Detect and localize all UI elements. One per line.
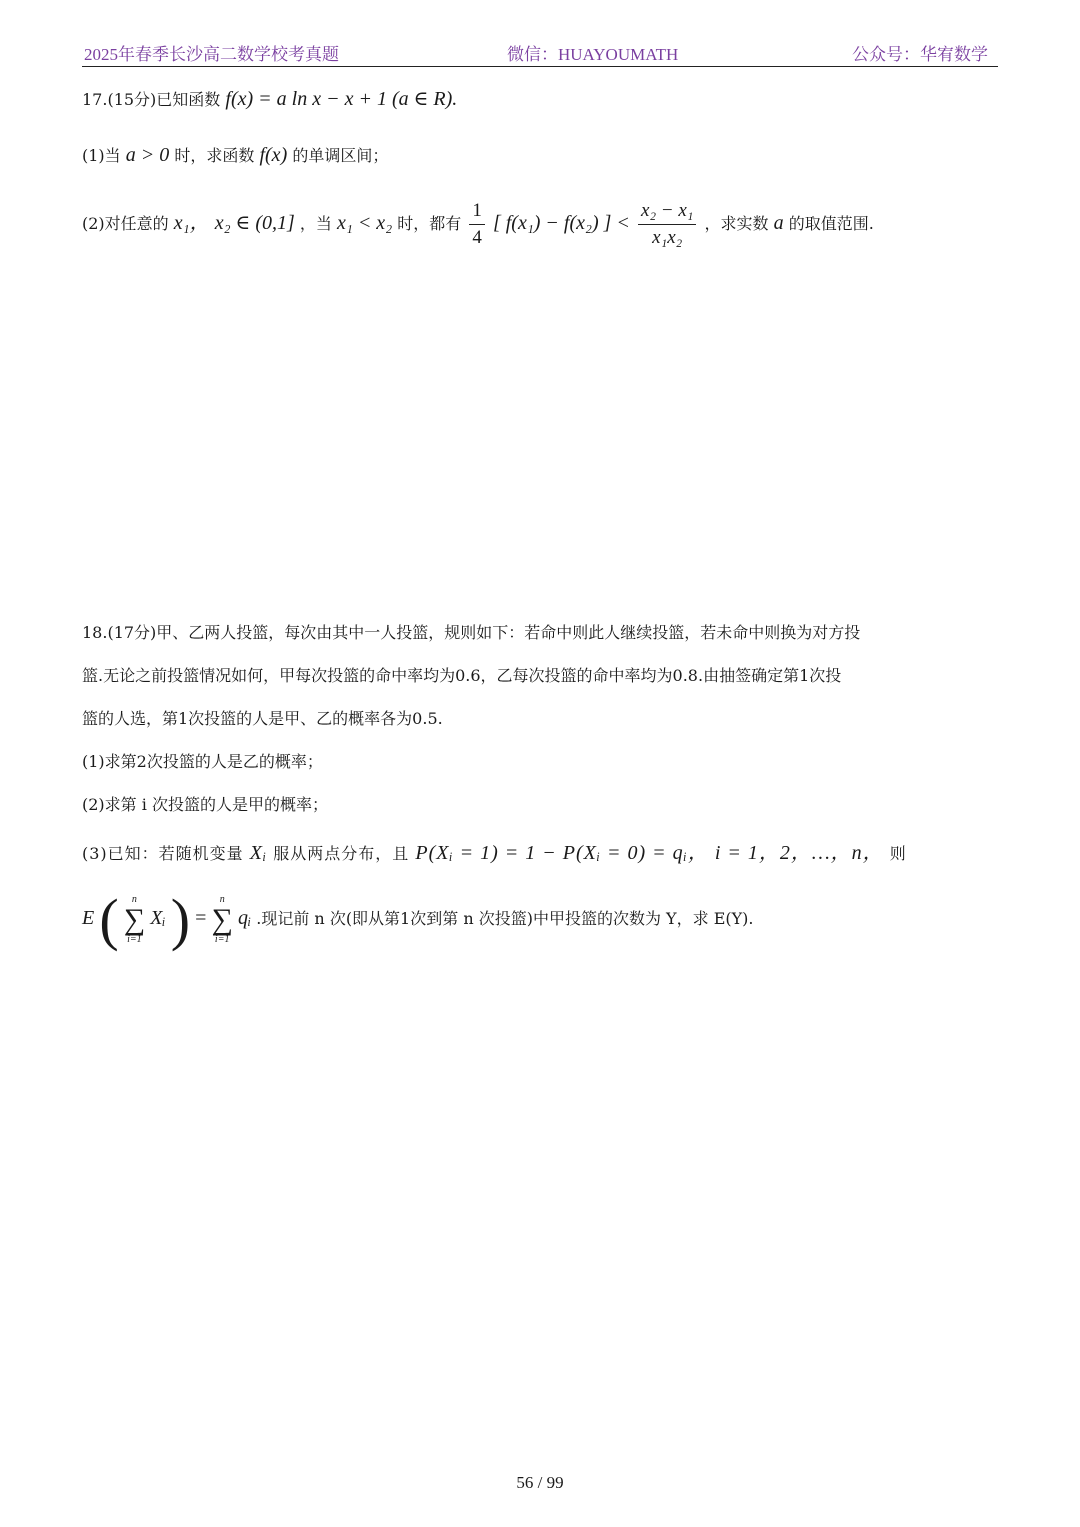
q18-part3-formula: P(Xᵢ = 1) = 1 − P(Xᵢ = 0) = qᵢ， i = 1，2，…，n， [415,842,884,864]
page-header [82,36,998,67]
q17-part2-var: a [773,212,784,234]
q18-part3-then: 则 [889,844,907,863]
q17-part1-mid: 时，求函数 [174,146,255,165]
sum-upper: n [131,893,137,905]
sigma-symbol: ∑ [211,902,233,936]
q17-part1-function: f(x) [259,144,288,166]
q17-part2-domain: x₂ ∈ (0,1] [214,212,295,234]
q17-part2 [82,200,874,249]
fraction-numerator: x₂ − x₁ [638,200,696,225]
q18-part3-variable: Xᵢ [249,842,268,864]
sum-term-X: Xᵢ [150,907,166,929]
sigma-symbol: ∑ [123,902,146,936]
header-account: 公众号：华宥数学 [852,45,988,64]
fraction-numerator: 1 [469,200,485,225]
q17-part2-find: ，求实数 [704,214,769,233]
q17-part2-always: 时，都有 [397,214,462,233]
q18-part3-prefix: (3)已知：若随机变量 [82,844,244,863]
q17-part2-prefix: (2)对任意的 [82,214,169,233]
expectation-E: E [82,907,95,929]
q17-part1-prefix: (1)当 [82,146,121,165]
header-wechat: 微信：HUAYOUMATH [507,45,679,64]
q17-part2-when: ，当 [299,214,332,233]
left-paren: ( [99,887,119,952]
q17-part1-suffix: 的单调区间； [292,146,389,165]
sum-sigma-left [124,895,145,945]
sum-lower: i=1 [214,933,230,945]
fraction-denominator: x₁x₂ [652,227,683,248]
q18-stem-line2: 篮.无论之前投篮情况如何，甲每次投篮的命中率均为0.6，乙每次投篮的命中率均为0.8.由抽签确定第1次投 [82,666,842,685]
fraction-denominator: 4 [472,227,482,248]
q18-part3-line1 [82,836,907,865]
q17-part2-suffix: 的取值范围. [788,214,874,233]
q18-part3-line2 [82,886,754,953]
q17-stem [82,86,457,111]
sum-upper: n [219,893,225,905]
sum-lower: i=1 [127,933,142,945]
q18-part2: (2)求第 i 次投篮的人是甲的概率； [82,795,328,814]
q17-part2-right-fraction [638,200,696,249]
q17-part1-condition: a > 0 [125,144,170,166]
q17-part2-quarter-fraction [469,200,485,249]
sum-sigma-right [212,895,233,945]
q18-part3-question: .现记前 n 次(即从第1次到第 n 次投篮)中甲投篮的次数为 Y，求 E(Y). [256,909,754,928]
q18-part3-mid: 服从两点分布，且 [273,844,410,863]
page-number: 56 / 99 [516,1473,564,1492]
right-paren: ) [170,887,191,952]
sum-term-q: qᵢ [237,907,252,929]
q17-part2-x1: x₁， [173,212,210,234]
q17-part2-ineq: x₁ < x₂ [336,212,393,234]
q18-stem-line1: 18.(17分)甲、乙两人投篮，每次由其中一人投篮，规则如下：若命中则此人继续投篮，若未命中则换为对方投 [82,623,861,642]
q18-stem-line3: 篮的人选，第1次投篮的人是甲、乙的概率各为0.5. [82,709,443,728]
equals-sign: = [195,907,207,929]
q17-part2-bracket-expr: [ f(x₁) − f(x₂) ] < [492,212,630,234]
q18-part1: (1)求第2次投篮的人是乙的概率； [82,752,323,771]
q17-part1 [82,143,388,167]
header-exam-title: 2025年春季长沙高二数学校考真题 [84,45,339,64]
q17-function-formula: f(x) = a ln x − x + 1 (a ∈ R). [225,88,458,110]
q17-intro: 17.(15分)已知函数 [82,90,221,109]
